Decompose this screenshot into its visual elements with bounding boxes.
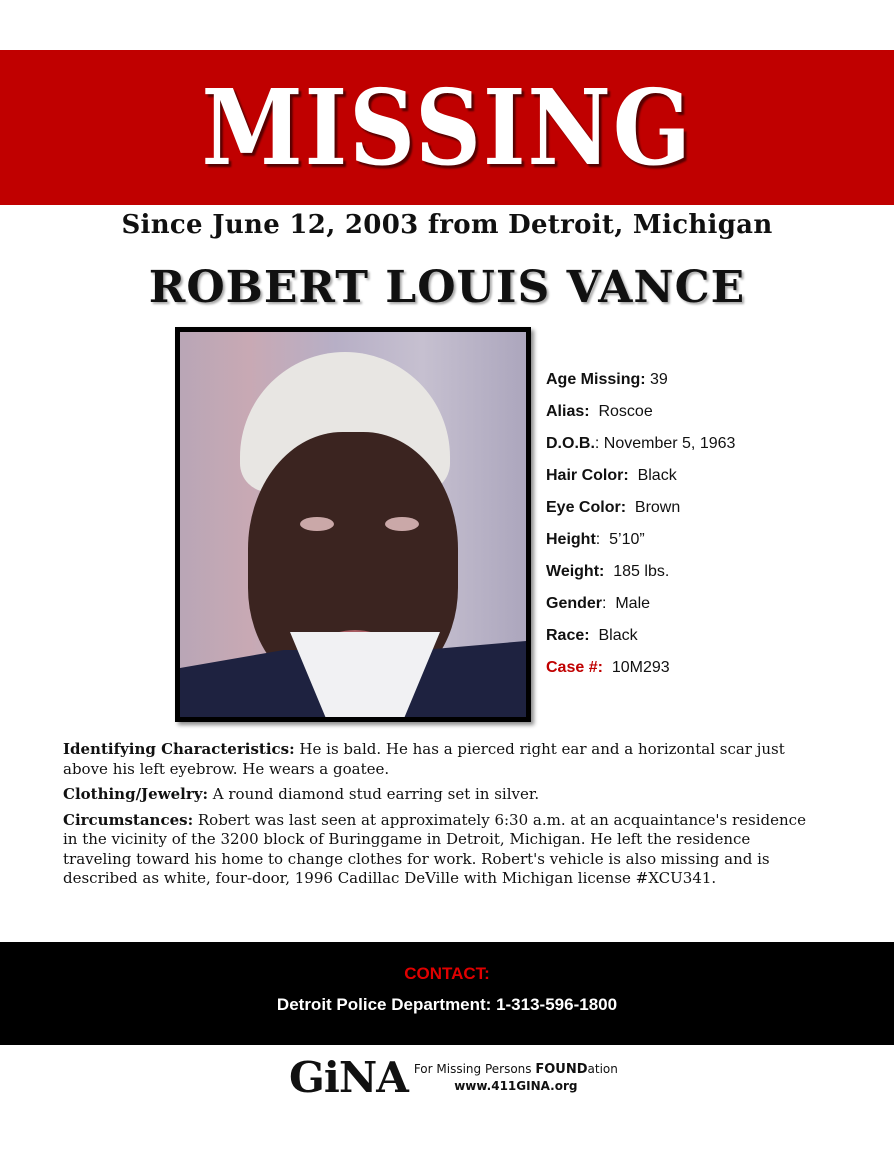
photo-eye-shape	[300, 517, 334, 531]
detail-value: Brown	[626, 499, 681, 516]
tagline-pre: For Missing Persons	[413, 1062, 536, 1076]
contact-heading: CONTACT:	[404, 964, 490, 983]
para-label: Identifying Characteristics:	[63, 740, 295, 758]
detail-value: 10M293	[602, 659, 670, 676]
clothing-jewelry	[63, 785, 823, 805]
para-label: Clothing/Jewelry:	[63, 785, 208, 803]
tagline-caps: FOUND	[535, 1062, 588, 1077]
detail-value: : November 5, 1963	[594, 435, 736, 452]
footer-tagline	[414, 1061, 618, 1078]
person-name: ROBERT LOUIS VANCE	[148, 262, 746, 313]
missing-since: Since June 12, 2003 from Detroit, Michigan	[121, 210, 773, 240]
detail-label: Race:	[546, 627, 590, 644]
footer-url-link[interactable]: www.411GINA.org	[454, 1079, 578, 1093]
detail-label: Alias:	[546, 403, 590, 420]
missing-banner	[0, 50, 894, 205]
detail-label: Weight:	[546, 563, 605, 580]
detail-value: Black	[589, 627, 638, 644]
detail-value: 185 lbs.	[604, 563, 670, 580]
detail-value: Black	[628, 467, 677, 484]
para-text: Robert was last seen at approximately 6:30 a.m. at an acquaintance's residence in the vicinity of the 3200 block of Buringgame in Detroit, Michigan. He left the residence traveling toward his home to change clothes for work. Robert's vehicle is also missing and is described as white, four-door, 1996 Cadillac DeVille with Michigan license #XCU341.	[63, 810, 806, 887]
detail-weight	[546, 559, 735, 591]
detail-label: Age Missing:	[546, 371, 646, 388]
detail-height	[546, 527, 735, 559]
contact-phone: Detroit Police Department: 1-313-596-1800	[276, 995, 618, 1014]
detail-alias	[546, 399, 735, 431]
detail-value: : 5’10”	[595, 531, 645, 548]
detail-label: D.O.B.	[546, 435, 595, 452]
detail-label: Height	[546, 531, 596, 548]
para-text: He is bald. He has a pierced right ear and a horizontal scar just above his left eyebrow. He wears a goatee.	[63, 740, 785, 778]
detail-label: Case #:	[546, 659, 603, 676]
gina-footer	[289, 1052, 618, 1102]
detail-label: Gender	[546, 595, 603, 612]
detail-label: Hair Color:	[546, 467, 629, 484]
photo-frame	[175, 327, 531, 722]
identifying-characteristics	[63, 740, 823, 779]
banner-title: MISSING	[201, 65, 693, 189]
detail-value: Roscoe	[589, 403, 653, 420]
narrative-section	[63, 740, 823, 895]
gina-logo: GiNA	[289, 1052, 408, 1102]
detail-eye-color	[546, 495, 735, 527]
circumstances	[63, 811, 823, 889]
tagline-post: ation	[587, 1062, 618, 1076]
photo-eye-shape	[385, 517, 419, 531]
detail-hair-color	[546, 463, 735, 495]
detail-value: : Male	[602, 595, 651, 612]
detail-age-missing	[546, 367, 735, 399]
detail-case-number	[546, 655, 735, 687]
detail-race	[546, 623, 735, 655]
footer-text	[414, 1061, 618, 1094]
person-photo	[180, 332, 526, 717]
para-label: Circumstances:	[63, 810, 194, 829]
detail-gender	[546, 591, 735, 623]
para-text: A round diamond stud earring set in silver.	[208, 785, 540, 803]
detail-label: Eye Color:	[546, 499, 627, 516]
detail-dob	[546, 431, 735, 463]
details-list	[546, 367, 735, 687]
contact-band	[0, 942, 894, 1045]
detail-value: 39	[645, 371, 668, 388]
